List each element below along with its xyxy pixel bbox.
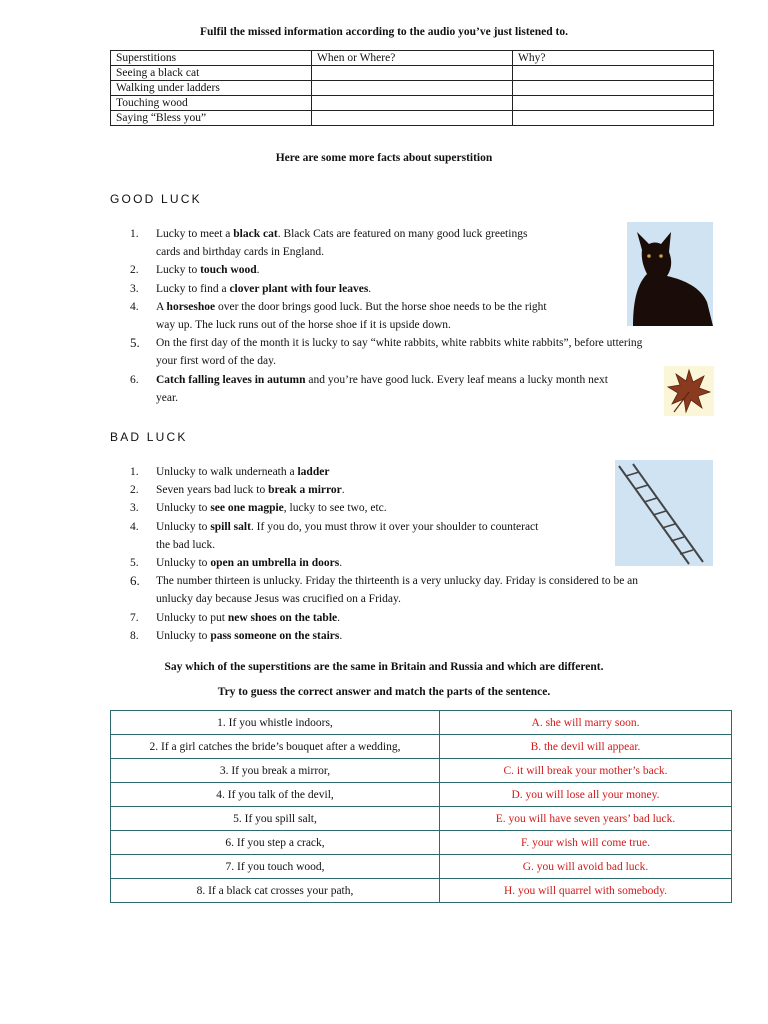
table-row bbox=[111, 735, 732, 759]
answer-cell[interactable] bbox=[513, 96, 714, 111]
compare-instruction: Say which of the superstitions are the same in Britain and Russia and which are different. bbox=[164, 661, 604, 673]
ladder-image bbox=[615, 460, 713, 566]
sentence-start: 5. If you spill salt, bbox=[111, 807, 440, 831]
list-item: 7. Unlucky to put new shoes on the table. bbox=[130, 611, 341, 624]
list-item: 4. A horseshoe over the door brings good luck. But the horse shoe needs to be the right way up. The luck runs out of the horse shoe if it is upside down. bbox=[130, 300, 547, 332]
answer-cell[interactable] bbox=[312, 96, 513, 111]
sentence-end: B. the devil will appear. bbox=[440, 735, 732, 759]
table-row bbox=[111, 759, 732, 783]
sentence-start: 1. If you whistle indoors, bbox=[111, 711, 440, 735]
sentence-end: E. you will have seven years’ bad luck. bbox=[440, 807, 732, 831]
ladder-icon bbox=[615, 460, 713, 566]
column-header: When or Where? bbox=[312, 51, 513, 66]
sentence-end: G. you will avoid bad luck. bbox=[440, 855, 732, 879]
sentence-start: 8. If a black cat crosses your path, bbox=[111, 879, 440, 903]
column-header: Superstitions bbox=[111, 51, 312, 66]
superstitions-table bbox=[110, 50, 714, 126]
sentence-end: H. you will quarrel with somebody. bbox=[440, 879, 732, 903]
bad-luck-heading: BAD LUCK bbox=[110, 430, 188, 444]
black-cat-image bbox=[627, 222, 713, 326]
table-header-row bbox=[111, 51, 714, 66]
answer-cell[interactable] bbox=[513, 66, 714, 81]
list-item: 2. Lucky to touch wood. bbox=[130, 264, 260, 277]
answer-cell[interactable] bbox=[513, 81, 714, 96]
table-row bbox=[111, 831, 732, 855]
black-cat-icon bbox=[627, 222, 713, 326]
list-item: 8. Unlucky to pass someone on the stairs. bbox=[130, 629, 343, 642]
table-row bbox=[111, 711, 732, 735]
sentence-end: A. she will marry soon. bbox=[440, 711, 732, 735]
list-item: 4. Unlucky to spill salt. If you do, you must throw it over your shoulder to counteract the bad luck. bbox=[130, 520, 539, 551]
answer-cell[interactable] bbox=[513, 111, 714, 126]
table-row bbox=[111, 66, 714, 81]
column-header: Why? bbox=[513, 51, 714, 66]
table-row bbox=[111, 855, 732, 879]
list-item: 1. Lucky to meet a black cat. Black Cats are featured on many good luck greetings cards and birthday cards in England. bbox=[130, 228, 528, 259]
listening-instruction: Fulfil the missed information according to the audio you’ve just listened to. bbox=[200, 26, 568, 38]
table-cell: Touching wood bbox=[111, 96, 312, 111]
table-row bbox=[111, 879, 732, 903]
list-item: 3. Lucky to find a clover plant with four leaves. bbox=[130, 282, 372, 295]
sentence-end: F. your wish will come true. bbox=[440, 831, 732, 855]
good-luck-heading: GOOD LUCK bbox=[110, 192, 202, 206]
sentence-start: 2. If a girl catches the bride’s bouquet after a wedding, bbox=[111, 735, 440, 759]
list-item: 5. Unlucky to open an umbrella in doors. bbox=[130, 557, 343, 570]
facts-intro-heading: Here are some more facts about superstition bbox=[275, 152, 493, 164]
sentence-end: C. it will break your mother’s back. bbox=[440, 759, 732, 783]
table-cell: Walking under ladders bbox=[111, 81, 312, 96]
list-item: 5. On the first day of the month it is lucky to say “white rabbits, white rabbits white rabbits”, before uttering your first word of the day. bbox=[130, 335, 643, 368]
table-row bbox=[111, 783, 732, 807]
autumn-leaf-image bbox=[664, 366, 714, 416]
good-luck-list bbox=[130, 225, 710, 407]
sentence-start: 3. If you break a mirror, bbox=[111, 759, 440, 783]
list-item: 1. Unlucky to walk underneath a ladder bbox=[130, 466, 330, 478]
list-item: 6. Catch falling leaves in autumn and you’re have good luck. Every leaf means a lucky month next year. bbox=[130, 373, 608, 404]
answer-cell[interactable] bbox=[312, 111, 513, 126]
table-cell: Saying “Bless you” bbox=[111, 111, 312, 126]
table-row bbox=[111, 111, 714, 126]
answer-cell[interactable] bbox=[312, 66, 513, 81]
leaf-icon bbox=[664, 366, 714, 416]
match-instruction: Try to guess the correct answer and match the parts of the sentence. bbox=[217, 686, 551, 698]
list-item: 2. Seven years bad luck to break a mirror. bbox=[130, 484, 345, 497]
matching-table bbox=[110, 710, 732, 903]
list-item: 6. The number thirteen is unlucky. Friday the thirteenth is a very unlucky day. Friday is considered to be an unlucky day because Jesus was crucified on a Friday. bbox=[130, 573, 639, 606]
table-row bbox=[111, 81, 714, 96]
table-row bbox=[111, 807, 732, 831]
sentence-end: D. you will lose all your money. bbox=[440, 783, 732, 807]
sentence-start: 4. If you talk of the devil, bbox=[111, 783, 440, 807]
sentence-start: 6. If you step a crack, bbox=[111, 831, 440, 855]
table-row bbox=[111, 96, 714, 111]
table-cell: Seeing a black cat bbox=[111, 66, 312, 81]
sentence-start: 7. If you touch wood, bbox=[111, 855, 440, 879]
answer-cell[interactable] bbox=[312, 81, 513, 96]
list-item: 3. Unlucky to see one magpie, lucky to see two, etc. bbox=[130, 502, 387, 515]
